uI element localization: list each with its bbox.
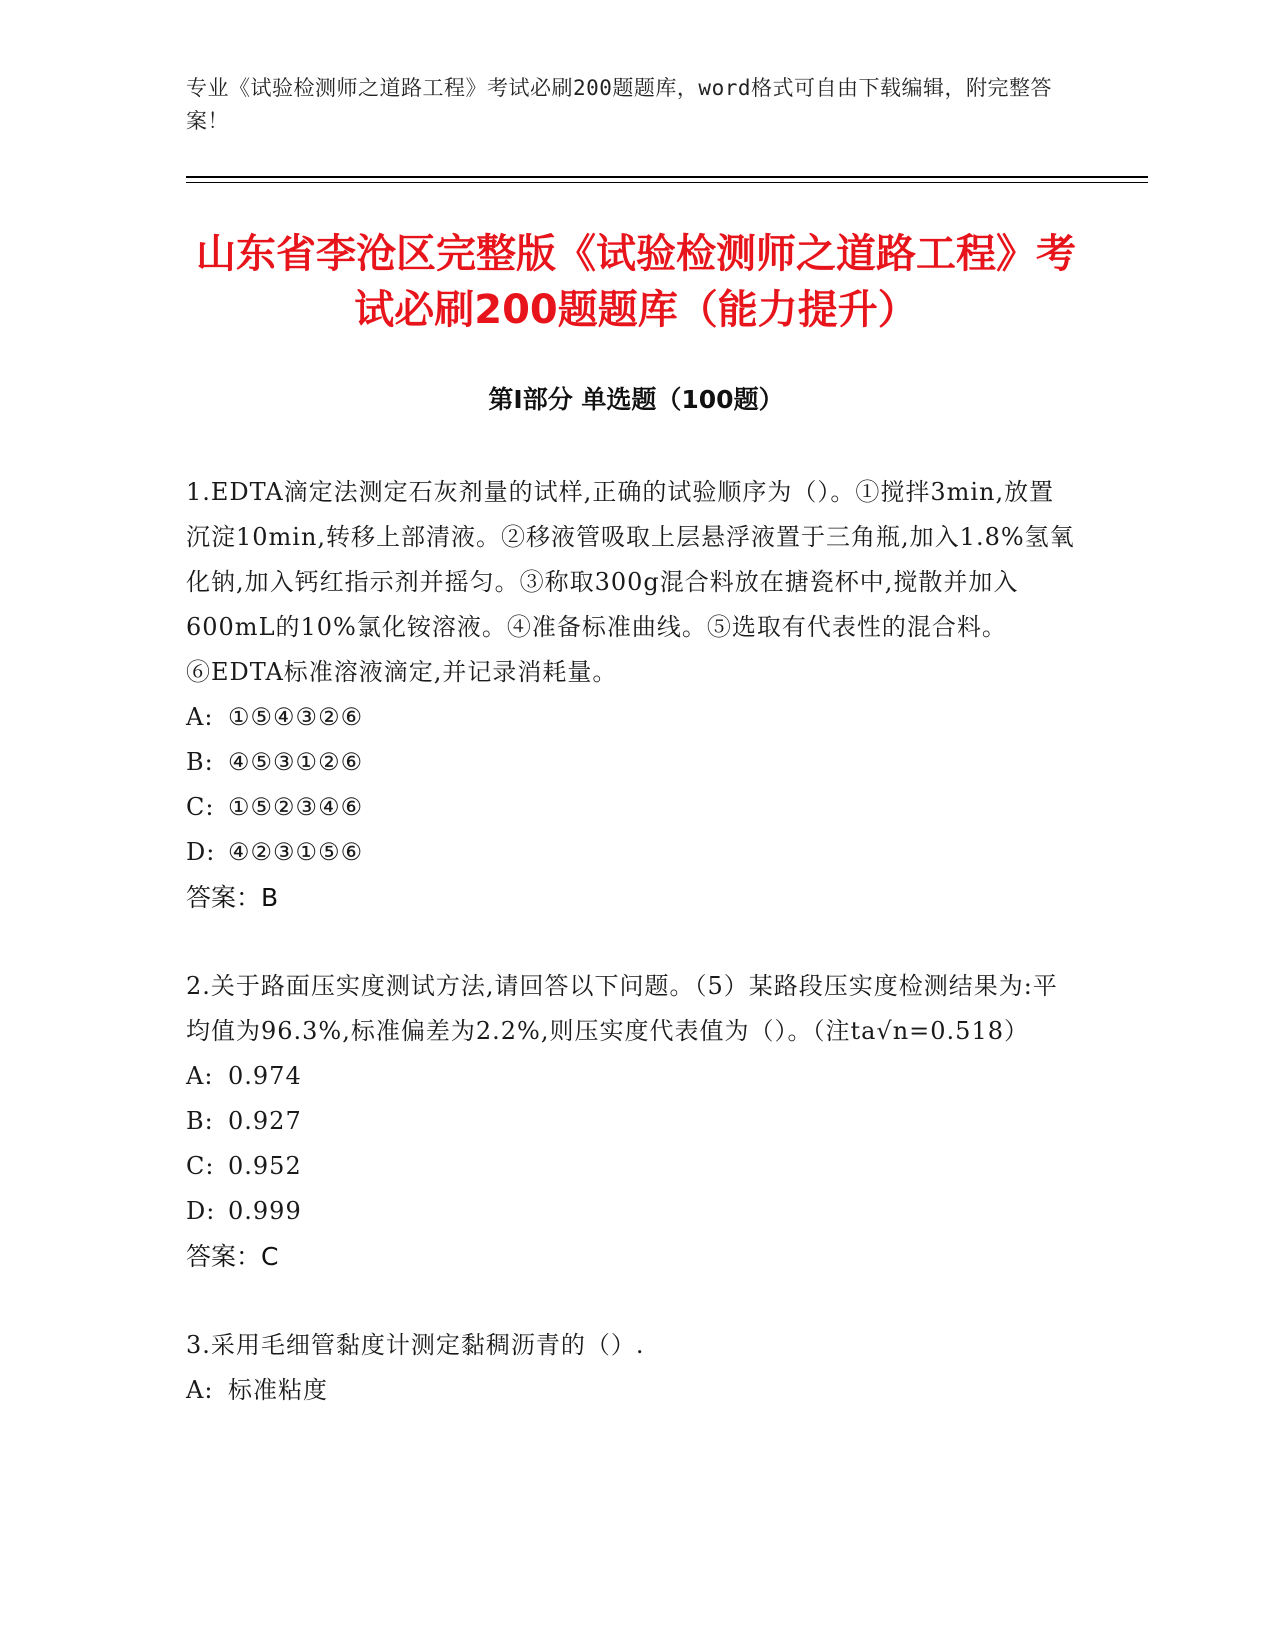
option-key: B: [186,1107,214,1135]
question-list [186,470,1076,1457]
option-d [186,1189,1076,1234]
option-key: A: [186,1376,214,1404]
question-1 [186,470,1076,920]
option-a [186,1054,1076,1099]
option-c [186,785,1076,830]
option-b [186,740,1076,785]
question-stem: 3.采用毛细管黏度计测定黏稠沥青的（）. [186,1331,645,1359]
option-key: A: [186,703,214,731]
option-key: B: [186,748,214,776]
section-title: 第Ⅰ部分 单选题（100题） [488,385,784,414]
option-key: C: [186,793,215,821]
option-key: D: [186,838,216,866]
document-title: 山东省李沧区完整版《试验检测师之道路工程》考试必刷200题题库（能力提升） [196,231,1076,333]
header-note: 专业《试验检测师之道路工程》考试必刷200题题库，word格式可自由下载编辑，附完整答案！ [186,76,1052,133]
header-divider-thin [186,182,1148,183]
question-stem: 2.关于路面压实度测试方法,请回答以下问题。（5）某路段压实度检测结果为:平均值为96.3%,标准偏差为2.2%,则压实度代表值为（）。（注ta√n=0.518） [186,972,1058,1045]
question-stem: 1.EDTA滴定法测定石灰剂量的试样,正确的试验顺序为（）。①搅拌3min,放置沉淀10min,转移上部清液。②移液管吸取上层悬浮液置于三角瓶,加入1.8%氢氧化钠,加入钙红指示剂并摇匀。③称取300g混合料放在搪瓷杯中,搅散并加入600mL的10%氯化铵溶液。④准备标准曲线。⑤选取有代表性的混合料。⑥EDTA标准溶液滴定,并记录消耗量。 [186,478,1075,686]
option-key: D: [186,1197,216,1225]
question-3 [186,1323,1076,1413]
option-key: A: [186,1062,214,1090]
option-a [186,1368,1076,1413]
option-text: ①⑤④③②⑥ [228,703,364,731]
answer-line: 答案：C [186,1242,279,1271]
option-text: 标准粘度 [228,1376,328,1404]
option-text: 0.927 [228,1107,302,1135]
option-b [186,1099,1076,1144]
option-text: ④②③①⑤⑥ [228,838,364,866]
option-a [186,695,1076,740]
option-text: 0.974 [228,1062,302,1090]
answer-line: 答案：B [186,883,279,912]
option-text: 0.999 [228,1197,302,1225]
question-2 [186,964,1076,1279]
option-text: ①⑤②③④⑥ [228,793,364,821]
option-d [186,830,1076,875]
header-divider-thick [186,176,1148,178]
option-text: 0.952 [228,1152,302,1180]
option-key: C: [186,1152,215,1180]
option-c [186,1144,1076,1189]
option-text: ④⑤③①②⑥ [228,748,364,776]
